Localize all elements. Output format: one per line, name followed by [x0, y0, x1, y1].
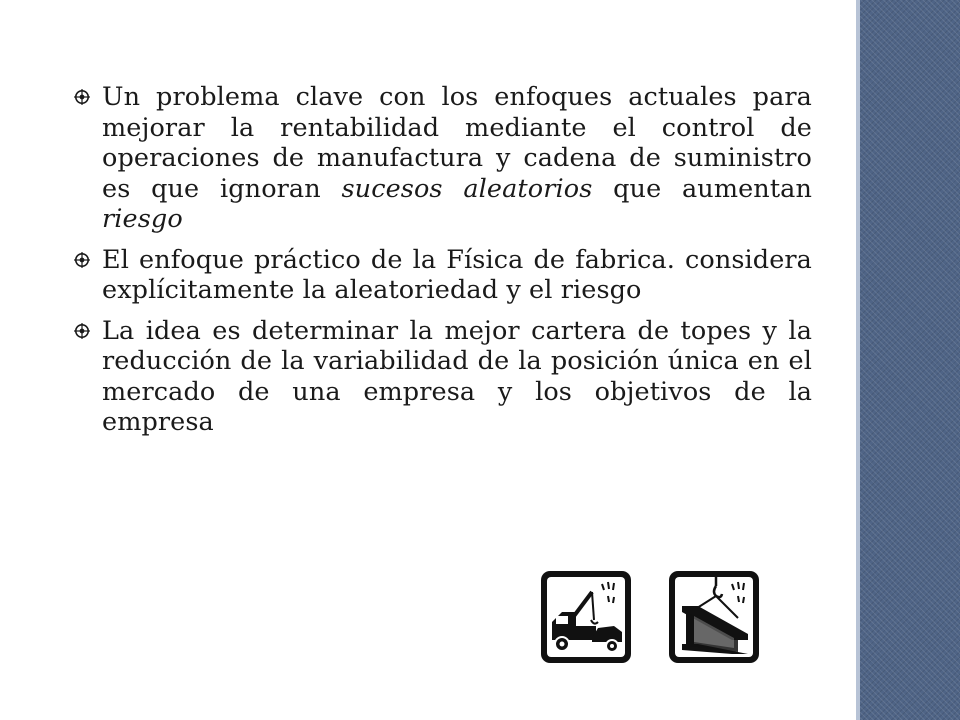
crane-beam-icon [668, 570, 760, 664]
bullet-item [74, 82, 812, 235]
bullet-text: El enfoque práctico de la Física de fabrica. considera explícitamente la aleatoriedad y el riesgo [102, 244, 812, 305]
bullet-list [74, 82, 812, 448]
bullet-text-italic: sucesos aleatorios [341, 173, 593, 204]
decorative-side-panel [856, 0, 960, 720]
bullet-text-italic: riesgo [102, 204, 183, 234]
target-bullet-icon [74, 252, 90, 268]
bullet-item [74, 245, 812, 306]
target-bullet-icon [74, 89, 90, 105]
bullet-text: Un problema clave con los enfoques actuales para mejorar la rentabilidad mediante el control de operaciones de manufactura y cadena de suministro es que ignoran [102, 82, 812, 204]
bullet-text: La idea es determinar la mejor cartera de topes y la reducción de la variabilidad de la posición única en el mercado de una empresa y los objetivos de la empresa [102, 315, 812, 437]
bullet-item [74, 316, 812, 438]
target-bullet-icon [74, 323, 90, 339]
tow-truck-icon [540, 570, 632, 664]
bullet-text: que aumentan [592, 173, 812, 204]
